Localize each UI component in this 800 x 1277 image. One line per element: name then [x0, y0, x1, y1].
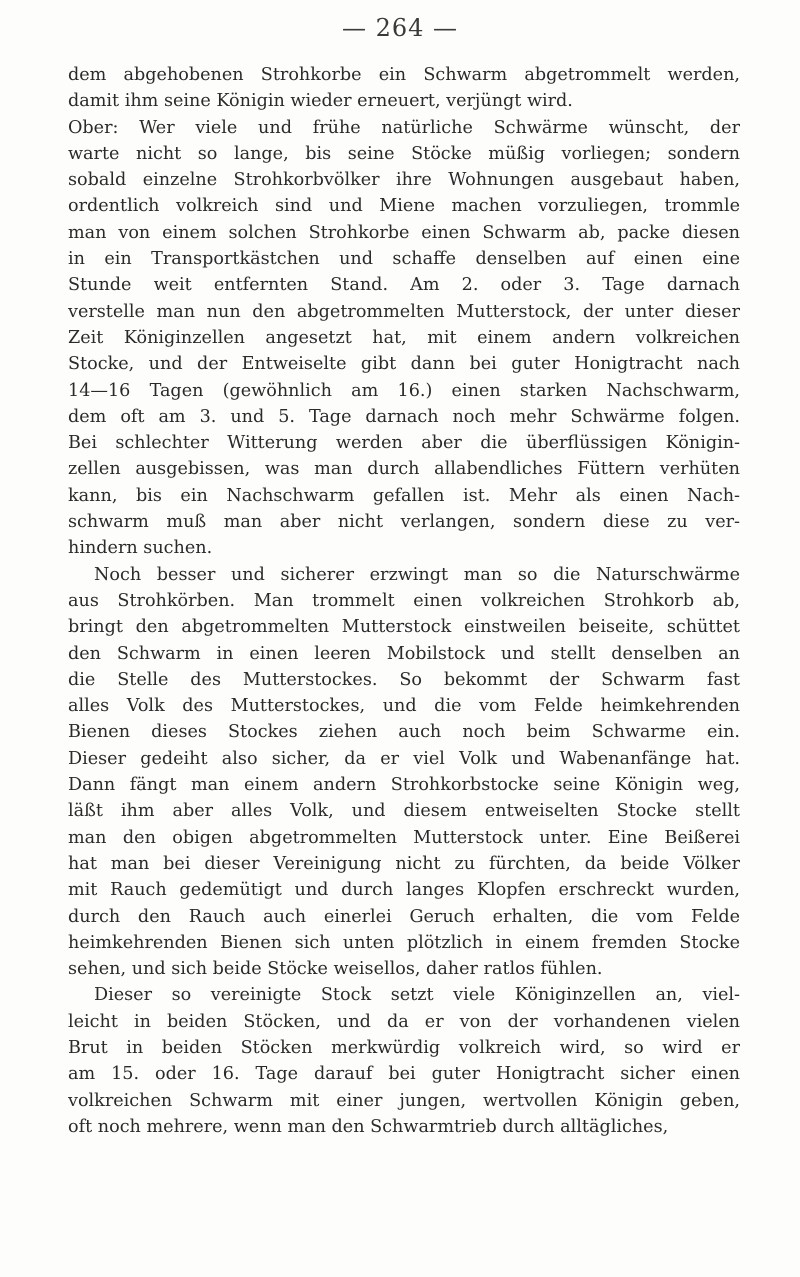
- text-line: oft noch mehrere, wenn man den Schwarmtrieb durch alltägliches,: [68, 1116, 669, 1137]
- text-line: zellen ausgebissen, was man durch allabendliches Füttern verhüten: [68, 459, 740, 480]
- text-line: sobald einzelne Strohkorbvölker ihre Wohnungen ausgebaut haben,: [68, 170, 740, 191]
- text-line: man den obigen abgetrommelten Mutterstock unter. Eine Beißerei: [68, 827, 740, 848]
- text-line: Dieser gedeiht also sicher, da er viel Volk und Wabenanfänge hat.: [68, 748, 740, 769]
- text-line: Bienen dieses Stockes ziehen auch noch beim Schwarme ein.: [68, 722, 740, 743]
- text-line: 14—16 Tagen (gewöhnlich am 16.) einen starken Nachschwarm,: [68, 380, 740, 401]
- text-line: Ober: Wer viele und frühe natürliche Schwärme wünscht, der: [68, 117, 740, 138]
- text-line: Noch besser und sicherer erzwingt man so die Naturschwärme: [94, 564, 740, 585]
- text-line: man von einem solchen Strohkorbe einen Schwarm ab, packe diesen: [68, 222, 740, 243]
- text-line: Bei schlechter Witterung werden aber die überflüssigen Königin-: [68, 433, 740, 454]
- text-line: hindern suchen.: [68, 538, 213, 559]
- text-line: dem oft am 3. und 5. Tage darnach noch mehr Schwärme folgen.: [68, 406, 740, 427]
- text-line: Stocke, und der Entweiselte gibt dann bei guter Honigtracht nach: [68, 354, 740, 375]
- text-line: leicht in beiden Stöcken, und da er von der vorhandenen vielen: [68, 1011, 740, 1032]
- text-line: aus Strohkörben. Man trommelt einen volkreichen Strohkorb ab,: [68, 590, 740, 611]
- text-line: ordentlich volkreich sind und Miene machen vorzuliegen, trommle: [68, 196, 740, 217]
- text-line: bringt den abgetrommelten Mutterstock einstweilen beiseite, schüttet: [68, 617, 740, 638]
- text-line: läßt ihm aber alles Volk, und diesem entweiselten Stocke stellt: [68, 801, 740, 822]
- text-line: Stunde weit entfernten Stand. Am 2. oder 3. Tage darnach: [68, 275, 740, 296]
- text-line: sehen, und sich beide Stöcke weisellos, daher ratlos fühlen.: [68, 959, 603, 980]
- text-line: warte nicht so lange, bis seine Stöcke müßig vorliegen; sondern: [68, 143, 740, 164]
- text-line: dem abgehobenen Strohkorbe ein Schwarm abgetrommelt werden,: [68, 65, 740, 85]
- text-line: volkreichen Schwarm mit einer jungen, wertvollen Königin geben,: [68, 1090, 740, 1111]
- text-line: durch den Rauch auch einerlei Geruch erhalten, die vom Felde: [68, 906, 740, 927]
- text-line: verstelle man nun den abgetrommelten Mutterstock, der unter dieser: [68, 301, 740, 322]
- text-line: kann, bis ein Nachschwarm gefallen ist. Mehr als einen Nach-: [68, 485, 740, 506]
- page-number: — 264 —: [341, 14, 459, 42]
- text-line: den Schwarm in einen leeren Mobilstock und stellt denselben an: [68, 643, 740, 664]
- text-line: schwarm muß man aber nicht verlangen, sondern diese zu ver-: [68, 512, 740, 533]
- text-line: Zeit Königinzellen angesetzt hat, mit einem andern volkreichen: [68, 327, 740, 348]
- text-line: die Stelle des Mutterstockes. So bekommt der Schwarm fast: [68, 669, 740, 690]
- text-line: Dann fängt man einem andern Strohkorbstocke seine Königin weg,: [68, 775, 740, 796]
- text-line: in ein Transportkästchen und schaffe denselben auf einen eine: [68, 249, 740, 270]
- text-line: heimkehrenden Bienen sich unten plötzlich in einem fremden Stocke: [68, 932, 740, 953]
- text-line: damit ihm seine Königin wieder erneuert, verjüngt wird.: [68, 91, 573, 112]
- text-line: Dieser so vereinigte Stock setzt viele Königinzellen an, viel-: [94, 985, 740, 1006]
- text-line: hat man bei dieser Vereinigung nicht zu fürchten, da beide Völker: [68, 853, 740, 874]
- text-line: mit Rauch gedemütigt und durch langes Klopfen erschreckt wurden,: [68, 880, 740, 901]
- body-text: [68, 62, 740, 1140]
- text-line: am 15. oder 16. Tage darauf bei guter Honigtracht sicher einen: [68, 1064, 740, 1085]
- text-line: alles Volk des Mutterstockes, und die vom Felde heimkehrenden: [68, 696, 740, 717]
- text-line: Brut in beiden Stöcken merkwürdig volkreich wird, so wird er: [68, 1037, 740, 1058]
